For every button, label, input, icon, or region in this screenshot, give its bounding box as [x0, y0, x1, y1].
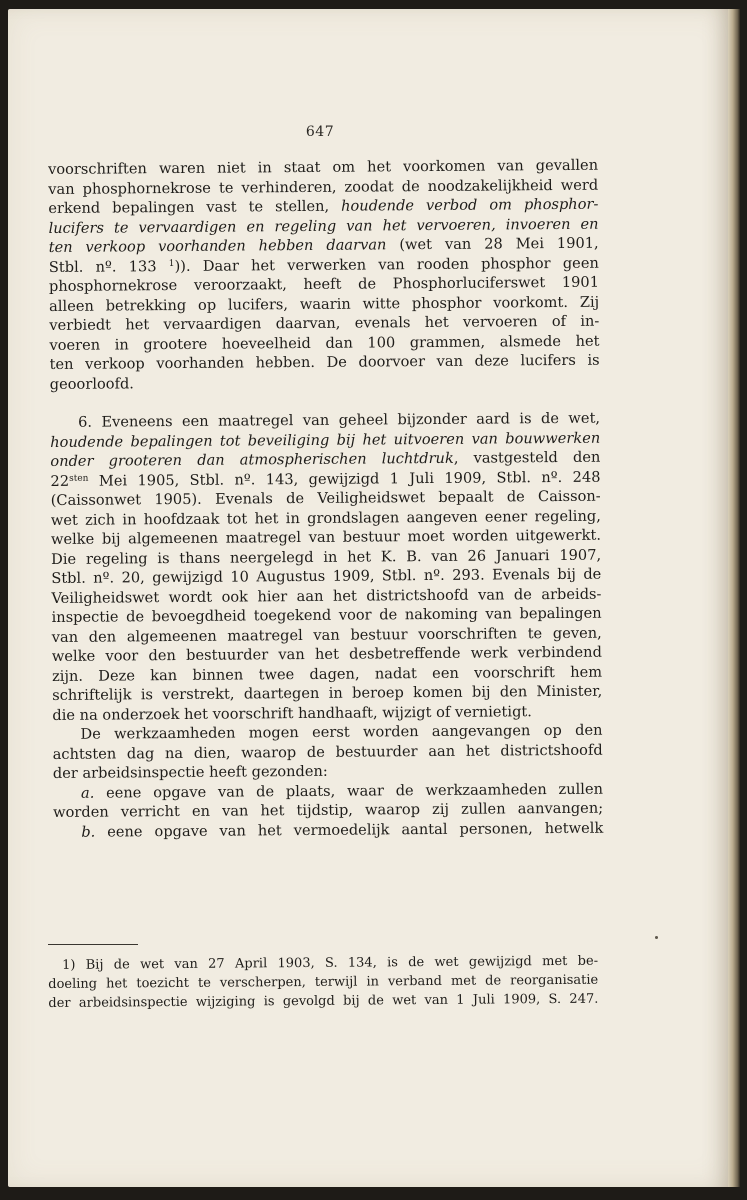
line-text: Veiligheidswet wordt ook hier aan het districtshoofd van de arbeids- — [51, 585, 602, 607]
page-edge-shadow — [728, 9, 740, 1187]
line-italic-text: onder grooteren dan atmospherischen luchtdruk — [50, 449, 454, 470]
line-text-continued: )). Daar het verwerken van rooden phosphor geen — [174, 254, 599, 275]
line-italic-text: houdende bepalingen tot beveiliging bij het uitvoeren van bouwwerken — [50, 429, 601, 451]
line-text: 1) Bij de wet van 27 April 1903, S. 134, is de wet gewijzigd met be- — [62, 953, 599, 973]
line-text: schriftelijk is verstrekt, daartegen in beroep komen bij den Minister, — [52, 682, 603, 704]
line-text: voorschriften waren niet in staat om het voorkomen van gevallen — [48, 156, 599, 178]
page-number: 647 — [305, 124, 335, 140]
line-text: erkend bepalingen vast te stellen, — [48, 197, 342, 217]
line-italic-text: a. — [80, 784, 95, 802]
line-text: van phosphornekrose te verhinderen, zoodat de noodzakelijkheid werd — [48, 176, 599, 198]
line-text: 6. Eveneens een maatregel van geheel bijzonder aard is de wet, — [77, 409, 601, 431]
line-text: Stbl. nº. 20, gewijzigd 10 Augustus 1909, Stbl. nº. 293. Evenals bij de — [51, 565, 602, 587]
line-text: 22 — [50, 472, 70, 490]
line-text-continued: , vastgesteld den — [453, 448, 601, 467]
line-text: voeren in grootere hoeveelheid dan 100 grammen, alsmede het — [49, 332, 600, 354]
superscript: 1 — [168, 258, 175, 269]
footnote-separator — [48, 944, 138, 945]
line-text: Stbl. nº. 133 — [48, 257, 169, 276]
line-text: verbiedt het vervaardigen daarvan, evenals het vervoeren of in- — [49, 312, 600, 334]
line-text: worden verricht en van het tijdstip, waarop zij zullen aanvangen; — [53, 799, 604, 821]
line-text: ten verkoop voorhanden hebben. De doorvoer van deze lucifers is — [49, 351, 600, 373]
line-text-continued: eene opgave van het vermoedelijk aantal personen, hetwelk — [95, 819, 604, 841]
line-text-continued: Mei 1905, Stbl. nº. 143, gewijzigd 1 Juli 1909, Stbl. nº. 248 — [88, 468, 601, 490]
line-text: (Caissonwet 1905). Evenals de Veiligheidswet bepaalt de Caisson- — [50, 487, 601, 509]
line-text-continued: (wet van 28 Mei 1901, — [386, 234, 599, 254]
paper-speck — [655, 936, 658, 939]
line-text: die na onderzoek het voorschrift handhaaft, wijzigt of vernietigt. — [52, 702, 532, 724]
line-text: der arbeidsinspectie heeft gezonden: — [52, 762, 328, 782]
line-text: alleen betrekking op lucifers, waarin witte phosphor voorkomt. Zij — [49, 293, 600, 315]
footnotes — [48, 952, 598, 1013]
line-text-continued: eene opgave van de plaats, waar de werkzaamheden zullen — [94, 780, 604, 802]
line-text: geoorloofd. — [49, 374, 134, 393]
line-italic-text: houdende verbod om phosphor- — [341, 195, 599, 215]
line-italic-text: lucifers te vervaardigen en regeling van het vervoeren, invoeren en — [48, 215, 599, 237]
line-italic-text: ten verkoop voorhanden hebben daarvan — [48, 236, 387, 256]
line-text: wet zich in hoofdzaak tot het in grondslagen aangeven eener regeling, — [50, 507, 601, 529]
line-text: phosphornekrose veroorzaakt, heeft de Phosphorluciferswet 1901 — [48, 273, 600, 295]
line-text: der arbeidsinspectie wijziging is gevolgd bij de wet van 1 Juli 1909, S. 247. — [48, 991, 599, 1011]
line-text: Die regeling is thans neergelegd in het K. B. van 26 Januari 1907, — [51, 546, 602, 568]
line-text: van den algemeenen maatregel van bestuur voorschriften te geven, — [51, 624, 602, 646]
superscript: sten — [69, 473, 89, 484]
line-text: inspectie de bevoegdheid toegekend voor de nakoming van bepalingen — [51, 604, 602, 626]
line-text: achtsten dag na dien, waarop de bestuurder aan het districtshoofd — [52, 741, 603, 763]
body-text — [48, 156, 603, 842]
line-text: doeling het toezicht te verscherpen, terwijl in verband met de reorganisatie — [48, 972, 599, 992]
line-text: welke voor den bestuurder van het desbetreffende werk verbindend — [51, 643, 602, 665]
line-text: De werkzaamheden mogen eerst worden aangevangen op den — [80, 721, 603, 743]
line-italic-text: b. — [81, 823, 96, 841]
line-text: welke bij algemeenen maatregel van bestuur moet worden uitgewerkt. — [50, 526, 602, 548]
line-text: zijn. Deze kan binnen twee dagen, nadat een voorschrift hem — [51, 663, 603, 685]
